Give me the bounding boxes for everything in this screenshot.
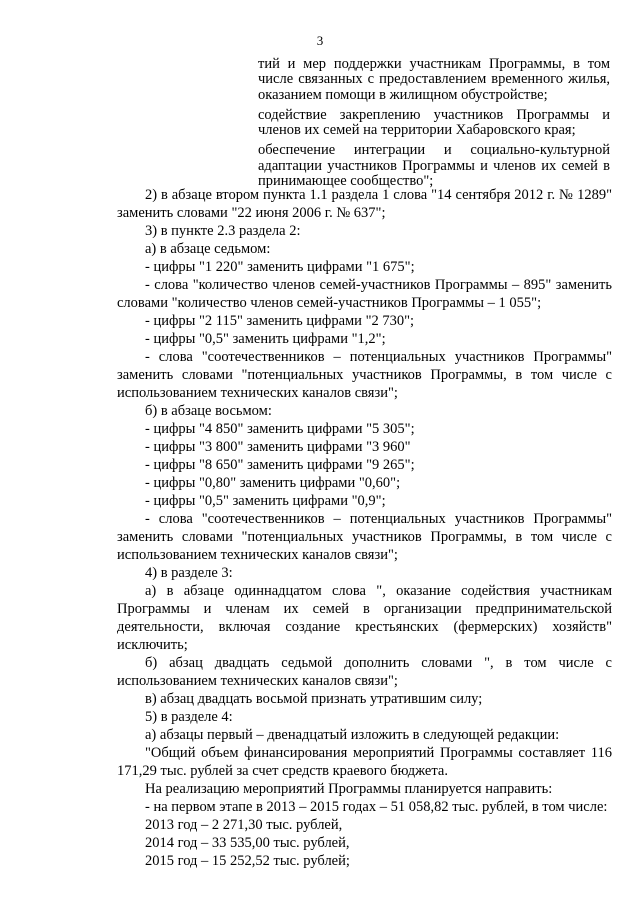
paragraph: б) в абзаце восьмом: (145, 403, 272, 419)
paragraph: 3) в пункте 2.3 раздела 2: (145, 223, 301, 239)
paragraph: 2014 год – 33 535,00 тыс. рублей, (145, 835, 350, 851)
paragraph: 4) в разделе 3: (145, 565, 233, 581)
paragraph: а) в абзаце седьмом: (145, 241, 271, 257)
paragraph: а) в абзаце одиннадцатом слова ", оказание содействия участникам Программы и членам их семей в организации предпринимательской деятельности, включая создание крестьянских (фермерских) хозяйств" исключить; (117, 583, 612, 653)
paragraph: - слова "количество членов семей-участников Программы – 895" заменить словами "количество членов семей-участников Программы – 1 055"; (117, 277, 612, 311)
quote-paragraph: содействие закреплению участников Программы и членов их семей на территории Хабаровского края; (258, 106, 610, 139)
paragraph: а) абзацы первый – двенадцатый изложить в следующей редакции: (145, 727, 560, 743)
paragraph: 2) в абзаце втором пункта 1.1 раздела 1 слова "14 сентября 2012 г. № 1289" заменить словами "22 июня 2006 г. № 637"; (117, 187, 612, 221)
paragraph: в) абзац двадцать восьмой признать утратившим силу; (145, 691, 483, 707)
paragraph: На реализацию мероприятий Программы планируется направить: (145, 781, 553, 797)
paragraph: - слова "соотечественников – потенциальных участников Программы" заменить словами "потенциальных участников Программы, в том числе с использованием технических каналов связи"; (117, 511, 612, 563)
paragraph: 2013 год – 2 271,30 тыс. рублей, (145, 817, 343, 833)
paragraph: - цифры "4 850" заменить цифрами "5 305"; (145, 421, 415, 437)
paragraph: - цифры "8 650" заменить цифрами "9 265"; (145, 457, 415, 473)
paragraph: 2015 год – 15 252,52 тыс. рублей; (145, 853, 350, 869)
paragraph: - цифры "1 220" заменить цифрами "1 675"; (145, 259, 415, 275)
paragraph: 5) в разделе 4: (145, 709, 233, 725)
paragraph: - цифры "0,5" заменить цифрами "1,2"; (145, 331, 386, 347)
paragraph: - цифры "2 115" заменить цифрами "2 730"; (145, 313, 415, 329)
page-number: 3 (316, 33, 324, 48)
paragraph: б) абзац двадцать седьмой дополнить словами ", в том числе с использованием технических каналов связи"; (117, 655, 612, 689)
paragraph: - на первом этапе в 2013 – 2015 годах – 51 058,82 тыс. рублей, в том числе: (145, 799, 608, 815)
quoted-text-block (258, 57, 610, 194)
quote-paragraph: обеспечение интеграции и социально-культурной адаптации участников Программы и членов их семей в принимающее сообщество"; (258, 142, 610, 190)
paragraph: - слова "соотечественников – потенциальных участников Программы" заменить словами "потенциальных участников Программы, в том числе с использованием технических каналов связи"; (117, 349, 612, 401)
paragraph: "Общий объем финансирования мероприятий Программы составляет 116 171,29 тыс. рублей за счет средств краевого бюджета. (117, 745, 612, 779)
quote-paragraph: тий и мер поддержки участникам Программы, в том числе связанных с предоставлением временного жилья, оказанием помощи в жилищном обустройстве; (258, 56, 610, 103)
paragraph: - цифры "0,5" заменить цифрами "0,9"; (145, 493, 386, 509)
document-body (117, 186, 612, 870)
paragraph: - цифры "0,80" заменить цифрами "0,60"; (145, 475, 401, 491)
paragraph: - цифры "3 800" заменить цифрами "3 960" (145, 439, 411, 455)
